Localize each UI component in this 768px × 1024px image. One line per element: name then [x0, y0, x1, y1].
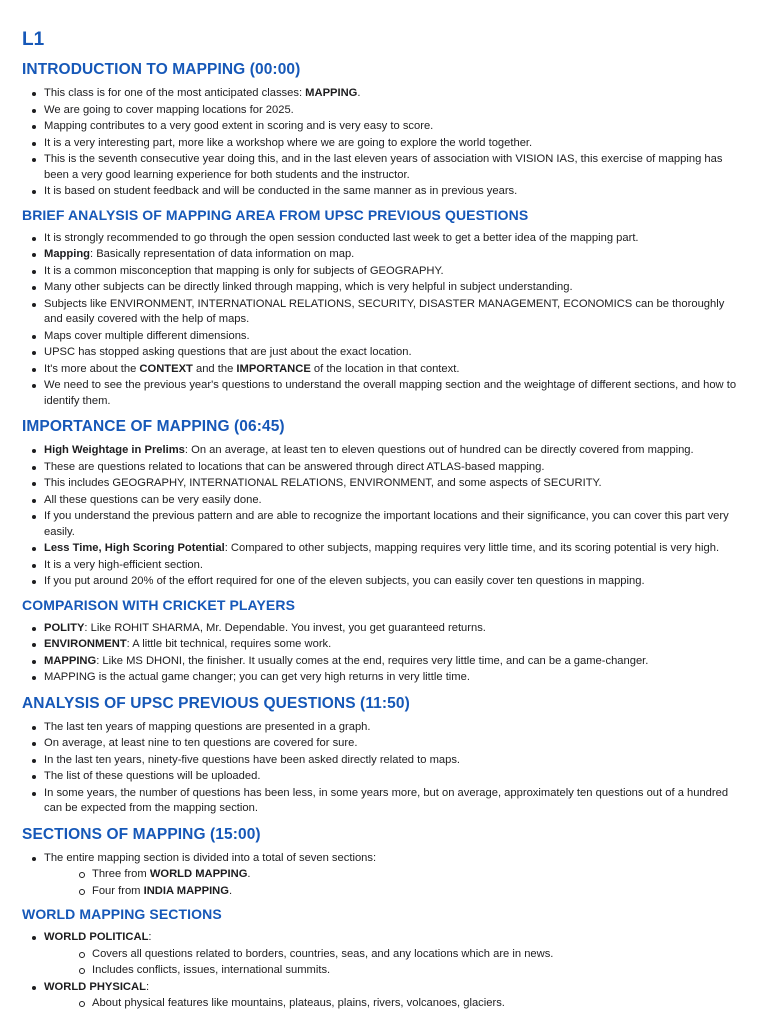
section-heading: IMPORTANCE OF MAPPING (06:45) — [22, 418, 285, 435]
bold-term: POLITY — [44, 621, 85, 634]
item-text: and the — [192, 362, 237, 375]
list-item — [22, 345, 744, 361]
sub-list-item — [44, 947, 744, 963]
section-heading: SECTIONS OF MAPPING (15:00) — [22, 825, 261, 843]
section-heading: COMPARISON WITH CRICKET PLAYERS — [22, 596, 296, 613]
item-text: If you understand the previous pattern and are able to recognize the important locations and their significance, you can cover this part very easily. — [44, 510, 729, 538]
list-item — [22, 769, 744, 785]
bold-term: IMPORTANCE — [236, 362, 311, 375]
item-text: It is strongly recommended to go through the open session conducted last week to get a better idea of the mapping part. — [44, 231, 639, 244]
item-text: . — [357, 87, 361, 99]
bold-term: High Weightage in Prelims — [44, 444, 185, 456]
item-text: We are going to cover mapping locations for 2025. — [44, 103, 294, 116]
list-item — [22, 329, 744, 345]
list-item — [22, 493, 744, 509]
bold-term: Less Time, High Scoring Potential — [44, 542, 225, 554]
list-item — [22, 670, 744, 686]
item-text: This is the seventh consecutive year doing this, and in the last eleven years of association with VISION IAS, this exercise of mapping has been a very good learning experience for both students and the instructor. — [44, 153, 723, 181]
item-text: MAPPING is the actual game changer; you can get very high returns in very little time. — [44, 671, 470, 683]
bullet-list — [22, 930, 744, 1012]
list-item — [22, 152, 744, 183]
list-item — [22, 980, 744, 1012]
bold-term: WORLD MAPPING — [149, 868, 248, 880]
item-text: These are questions related to locations that can be answered through direct ATLAS-based mapping. — [44, 460, 545, 473]
item-text: In some years, the number of questions has been less, in some years more, but on average, approximately ten questions out of a hundred can be expected from the mapping section. — [44, 786, 729, 814]
sub-list-item — [44, 963, 744, 979]
item-text: On average, at least nine to ten questions are covered for sure. — [44, 737, 358, 749]
list-item — [22, 786, 744, 817]
list-item — [22, 621, 744, 637]
section-heading: INTRODUCTION TO MAPPING (00:00) — [22, 61, 301, 78]
list-item — [22, 184, 744, 200]
item-text: Many other subjects can be directly linked through mapping, which is very helpful in subject understanding. — [44, 281, 573, 293]
list-item — [22, 574, 744, 590]
list-item — [22, 637, 744, 653]
sub-list-item — [44, 867, 744, 883]
document-body — [22, 60, 744, 1012]
section-heading: WORLD MAPPING SECTIONS — [22, 906, 222, 922]
item-text: The last ten years of mapping questions are presented in a graph. — [44, 720, 371, 733]
item-text: Subjects like ENVIRONMENT, INTERNATIONAL RELATIONS, SECURITY, DISASTER MANAGEMENT, ECONOMICS can be thoroughly and easily covered with the help of maps. — [44, 297, 725, 325]
item-text: We need to see the previous year's questions to understand the overall mapping section and the weightage of different sections, and how to identify them. — [44, 379, 737, 407]
item-text: : On an average, at least ten to eleven questions out of hundred can be directly covered from mapping. — [184, 444, 694, 456]
item-text: Three from — [92, 868, 150, 880]
item-text: : Compared to other subjects, mapping requires very little time, and its scoring potential is very high. — [224, 542, 720, 554]
list-item — [22, 297, 744, 328]
item-text: Mapping contributes to a very good extent in scoring and is very easy to score. — [44, 120, 434, 132]
list-item — [22, 247, 744, 263]
item-text: This class is for one of the most anticipated classes: — [44, 87, 306, 99]
bullet-list — [22, 621, 744, 686]
list-item — [22, 86, 744, 102]
document-title: L1 — [22, 29, 45, 50]
list-item — [22, 136, 744, 152]
item-text: : Like ROHIT SHARMA, Mr. Dependable. You invest, you get guaranteed returns. — [84, 621, 486, 634]
item-text: : — [145, 980, 150, 993]
item-text: : A little bit technical, requires some work. — [126, 638, 332, 650]
list-item — [22, 654, 744, 670]
item-text: It is a very high-efficient section. — [44, 558, 203, 571]
bold-term: WORLD PHYSICAL — [44, 980, 146, 993]
bold-term: WORLD POLITICAL — [44, 931, 149, 943]
item-text: : — [148, 931, 152, 943]
item-text: It is a very interesting part, more like a workshop where we are going to explore the world together. — [44, 136, 533, 149]
list-item — [22, 509, 744, 540]
bullet-list — [22, 443, 744, 590]
item-text: : Like MS DHONI, the finisher. It usually comes at the end, requires very little time, and can be a game-changer. — [96, 654, 649, 667]
list-item — [22, 378, 744, 409]
item-text: In the last ten years, ninety-five questions have been asked directly related to maps. — [44, 753, 461, 766]
sub-list-item — [44, 884, 744, 900]
item-text: Maps cover multiple different dimensions. — [44, 329, 250, 342]
list-item — [22, 720, 744, 736]
list-item — [22, 280, 744, 296]
item-text: It is based on student feedback and will be conducted in the same manner as in previous years. — [44, 185, 518, 197]
list-item — [22, 443, 744, 459]
bullet-list — [22, 720, 744, 817]
list-item — [22, 851, 744, 900]
list-item — [22, 362, 744, 378]
section-heading: ANALYSIS OF UPSC PREVIOUS QUESTIONS (11:50) — [22, 694, 410, 712]
item-text: : Basically representation of data information on map. — [90, 248, 355, 260]
list-item — [22, 753, 744, 769]
bold-term: CONTEXT — [139, 362, 193, 375]
item-text: Covers all questions related to borders, countries, seas, and any locations which are in news. — [92, 947, 554, 960]
item-text: All these questions can be very easily done. — [44, 493, 262, 506]
item-text: . — [228, 884, 233, 897]
list-item — [22, 541, 744, 557]
list-item — [22, 930, 744, 979]
list-item — [22, 736, 744, 752]
list-item — [22, 119, 744, 135]
item-text: Includes conflicts, issues, international summits. — [92, 964, 331, 976]
item-text: It is a common misconception that mapping is only for subjects of GEOGRAPHY. — [44, 264, 444, 277]
item-text: This includes GEOGRAPHY, INTERNATIONAL RELATIONS, ENVIRONMENT, and some aspects of SECURITY. — [44, 477, 602, 489]
bold-term: MAPPING — [44, 654, 97, 667]
item-text: The entire mapping section is divided into a total of seven sections: — [44, 851, 377, 864]
item-text: The list of these questions will be uploaded. — [44, 770, 261, 782]
sub-bullet-list — [44, 996, 744, 1012]
sub-bullet-list — [44, 947, 744, 979]
list-item — [22, 231, 744, 247]
section-heading: BRIEF ANALYSIS OF MAPPING AREA FROM UPSC PREVIOUS QUESTIONS — [22, 206, 529, 223]
bullet-list — [22, 851, 744, 900]
bold-term: MAPPING — [305, 87, 358, 99]
item-text: UPSC has stopped asking questions that are just about the exact location. — [44, 346, 412, 358]
item-text: It's more about the — [44, 362, 140, 375]
sub-bullet-list — [44, 867, 744, 899]
item-text: About physical features like mountains, plateaus, plains, rivers, volcanoes, glaciers. — [92, 997, 505, 1009]
list-item — [22, 103, 744, 119]
bold-term: ENVIRONMENT — [44, 638, 127, 650]
list-item — [22, 558, 744, 574]
item-text: Four from — [92, 884, 144, 897]
sub-list-item — [44, 996, 744, 1012]
list-item — [22, 264, 744, 280]
item-text: . — [247, 868, 251, 880]
bold-term: Mapping — [44, 248, 90, 260]
item-text: of the location in that context. — [310, 362, 460, 375]
list-item — [22, 476, 744, 492]
item-text: If you put around 20% of the effort required for one of the eleven subjects, you can easily cover ten questions in mapping. — [44, 575, 645, 587]
bullet-list — [22, 86, 744, 200]
bullet-list — [22, 231, 744, 410]
list-item — [22, 460, 744, 476]
bold-term: INDIA MAPPING — [143, 884, 229, 897]
